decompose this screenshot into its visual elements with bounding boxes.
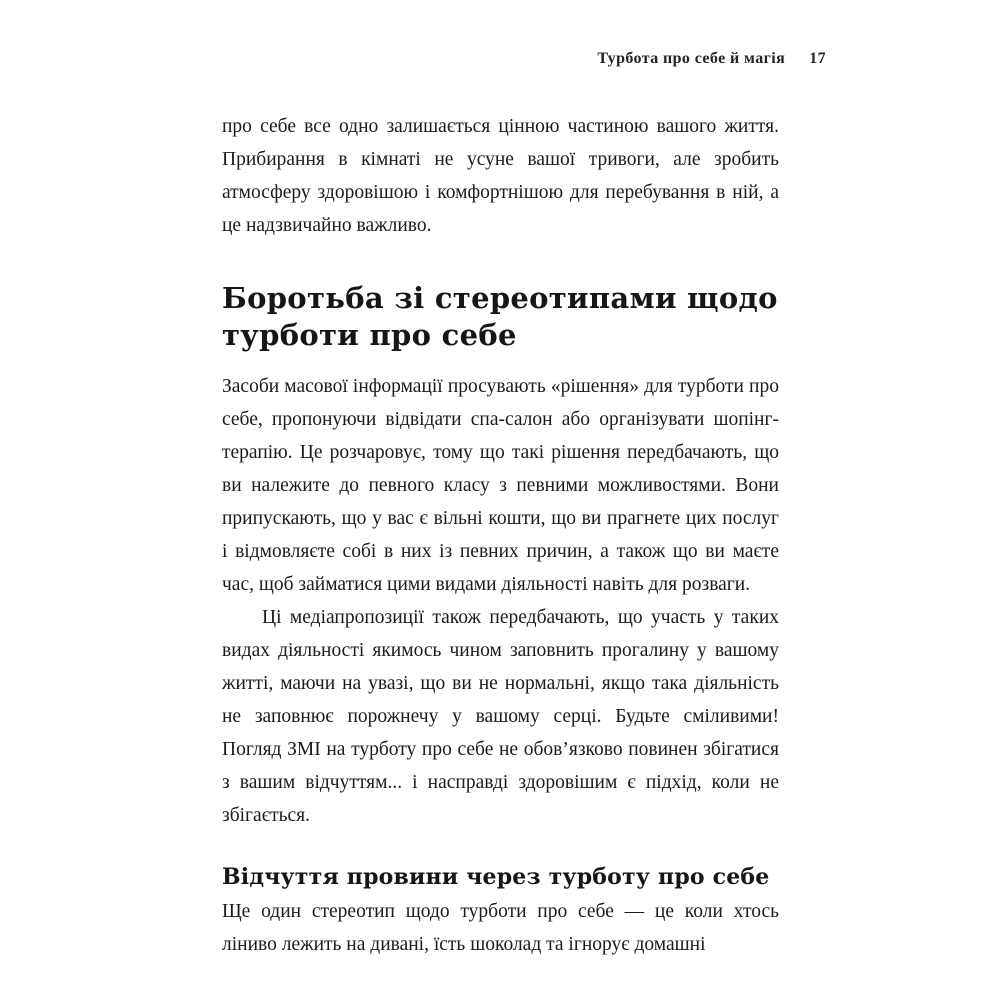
page-number: 17 <box>809 50 826 67</box>
paragraph: Ще один стереотип щодо турботи про себе — це коли хтось ліниво лежить на дивані, їсть шоколад та ігнорує домашні <box>222 901 779 955</box>
body-text <box>222 110 779 961</box>
subsection-heading: Відчуття провини через турботу про себе <box>222 864 770 890</box>
paragraph: Ці медіапропозиції також передбачають, що участь у таких видах діяльності якимось чином заповнить прогалину у вашому житті, маючи на увазі, що ви не нормальні, якщо така діяльність не заповнює порожнечу у вашому серці. Будьте сміливими! Погляд ЗМІ на турботу про себе не обов’язково повинен збігатися з вашим відчуттям... і насправді здоровішим є підхід, коли не збігається. <box>222 607 779 826</box>
section-heading: Боротьба зі стереотипами щодо турботи про себе <box>222 281 778 352</box>
running-title: Турбота про себе й магія <box>597 50 786 67</box>
paragraph-continuation: про себе все одно залишається цінною частиною вашого життя. Прибирання в кімнаті не усуне вашої тривоги, але зробить атмосферу здоровішою і комфортнішою для перебування в ній, а це надзвичайно важливо. <box>222 116 779 236</box>
page-header <box>222 50 826 68</box>
paragraph: Засоби масової інформації просувають «рішення» для турботи про себе, пропонуючи відвідати спа-салон або організувати шопінг-терапію. Це розчаровує, тому що такі рішення передбачають, що ви належите до певного класу з певними можливостями. Вони припускають, що у вас є вільні кошти, що ви прагнете цих послуг і відмовляєте собі в них із певних причин, а також що ви маєте час, щоб займатися цими видами діяльності навіть для розваги. <box>222 376 779 595</box>
